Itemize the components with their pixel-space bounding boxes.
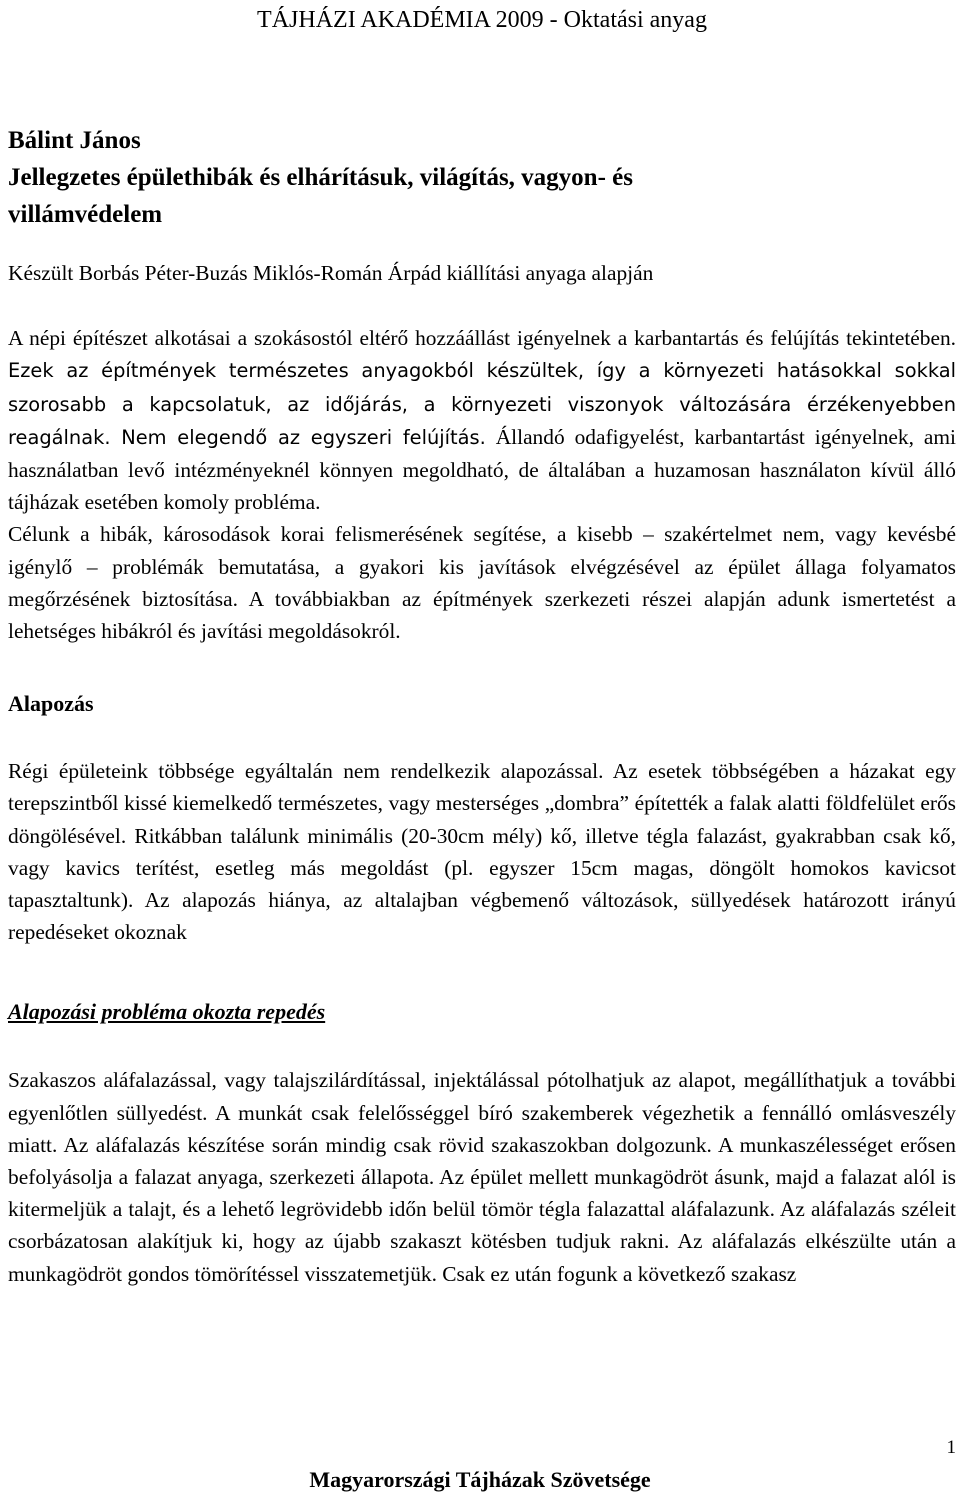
author-title-block (8, 122, 956, 233)
goal-paragraph: Célunk a hibák, károsodások korai felismerésének segítése, a kisebb – szakértelmet nem, vagy kevésbé igénylő – problémák bemutatása, a gyakori kis javítások elvégzésével az épület állaga folyamatos megőrzésének biztosítása. A továbbiakban az építmények szerkezeti részei alapján adunk ismertetést a lehetséges hibákról és javítási megoldásokról. (8, 522, 956, 644)
document-header: TÁJHÁZI AKADÉMIA 2009 - Oktatási anyag (257, 7, 707, 33)
document-title-line-2: villámvédelem (8, 201, 163, 228)
problem-paragraph: Szakaszos aláfalazással, vagy talajszilárdítással, injektálással pótolhatjuk az alapot, megállíthatjuk a további egyenlőtlen süllyedést. A munkát csak felelősséggel bíró szakemberek végezhetik a fennálló omlásveszély miatt. Az aláfalazás készítése során mindig csak rövid szakaszokban dolgozunk. A munkaszélességet erősen befolyásolja a falazat anyaga, szerkezeti állapota. Az épület mellett munkagödröt ásunk, majd a falazat alól is kitermeljük a talajt, és a lehető legrövidebb időn belül tömör tégla falazattal aláfalazunk. Az aláfalazás széleit csorbázatosan alakítjuk ki, hogy az újabb szakaszt kötésben tudjuk rakni. Az aláfalazás elkészülte után a munkagödröt gondos tömörítéssel visszatemetjük. Csak ez után fogunk a következő szakasz (8, 1068, 956, 1286)
author-name: Bálint János (8, 127, 141, 154)
source-note: Készült Borbás Péter-Buzás Miklós-Román Árpád kiállítási anyaga alapján (8, 261, 654, 285)
alapozas-paragraph: Régi épületeink többsége egyáltalán nem rendelkezik alapozással. Az esetek többségében a házakat egy terepszintből kissé kiemelkedő természetes, vagy mesterséges „dombra” építették a falak alatti földfelület erős döngölésével. Ritkábban találunk minimális (20-30cm mély) kő, illetve tégla falazást, gyakrabban csak kő, vagy kavics terítést, esetleg más megoldást (pl. egyszer 15cm magas, döngölt homokos kavicsot tapasztaltunk). Az alapozás hiánya, az altalajban végbemenő változások, süllyedések határozott irányú repedéseket okoznak (8, 759, 956, 945)
section-heading-alapozasi-problema: Alapozási probléma okozta repedés (8, 999, 326, 1025)
intro-text-1: A népi építészet alkotásai a szokásostól eltérő hozzáállást igényelnek a karbantartás és felújítás tekintetében. (8, 326, 956, 351)
document-page (8, 0, 956, 1290)
intro-paragraph (8, 322, 956, 518)
page-number: 1 (946, 1437, 956, 1458)
intro-text-2: Ezek az építmények természetes anyagokból készültek, így a környezeti hatásokkal sokkal szorosabb a kapcsolatuk, az időjárás, a környezeti viszonyok változására érzékenyebben reagálnak. Nem elegendő az egyszeri felújítás. (8, 359, 956, 449)
document-footer: Magyarországi Tájházak Szövetsége (309, 1467, 651, 1492)
section-heading-alapozas: Alapozás (8, 691, 94, 717)
intro-text-3: Állandó odafigyelést, karbantartást igényelnek, ami használatban levő intézményeknél könnyen megoldható, de általában a huzamosan használaton kívül álló tájházak esetében komoly probléma. (8, 424, 956, 515)
document-title-line-1: Jellegzetes épülethibák és elhárításuk, világítás, vagyon- és (8, 164, 633, 191)
